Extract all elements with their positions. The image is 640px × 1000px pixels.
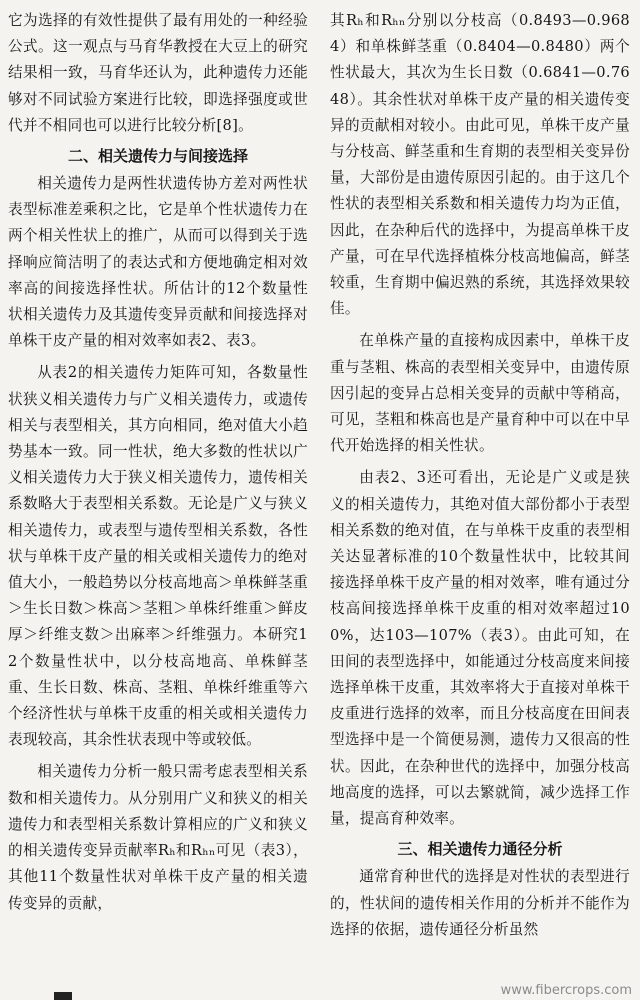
right-column	[330, 8, 630, 943]
paragraph-correlated-heritability-definition: 相关遗传力是两性状遗传协方差对两性状表型标准差乘积之比，它是单个性状遗传力在两个相关性状上的推广，从而可以得到关于选择响应简洁明了的表达式和方便地确定相对效率高的间接选择性状。所估计的12个数量性状相关遗传力及其遗传变异贡献和间接选择对单株干皮产量的相对效率如表2、表3。	[8, 175, 308, 350]
left-column	[8, 8, 308, 917]
paragraph-contribution-results: 其Rₕ和Rₕₙ分别以分枝高（0.8493—0.9684）和单株鲜茎重（0.8404—0.8480）两个性状最大，其次为生长日数（0.6841—0.7648）。其余性状对单株干皮产量的相关遗传变异的贡献相对较小。由此可见，单株干皮产量与分枝高、鲜茎重和生育期的表型相关变异份量，大部份是由遗传原因引起的。由于这几个性状的表型相关系数和相关遗传力均为正值，因此，在杂种后代的选择中，为提高单株干皮产量，可在早代选择植株分枝高地偏高，鲜茎较重，生育期中偏迟熟的系统，其选择效果较佳。	[330, 12, 630, 318]
paragraph-indirect-selection-efficiency: 由表2、3还可看出，无论是广义或是狭义的相关遗传力，其绝对值大部份都小于表型相关系数的绝对值，在与单株干皮重的表型相关达显著标准的10个数量性状中，比较其间接选择单株干皮产量的相对效率，唯有通过分枝高间接选择单株干皮重的相对效率超过100%，达103—107%（表3）。由此可知，在田间的表型选择中，如能通过分枝高度来间接选择单株干皮重，其效率将大于直接对单株干皮重进行选择的效率，而且分枝高度在田间表型选择中是一个简便易测，遗传力又很高的性状。因此，在杂种世代的选择中，加强分枝高地高度的选择，可以去繁就简，减少选择工作量，提高育种效率。	[330, 469, 630, 828]
paragraph-table2-analysis: 从表2的相关遗传力矩阵可知，各数量性状狭义相关遗传力与广义相关遗传力，或遗传相关与表型相关，其方向相同，绝对值大小趋势基本一致。同一性状，绝大多数的性状以广义相关遗传力大于狭义相关遗传力，遗传相关系数略大于表型相关系数。无论是广义与狭义相关遗传力，或表型与遗传型相关系数，各性状与单株干皮产量的相关或相关遗传力的绝对值大小，一般趋势以分枝高地高＞单株鲜茎重＞生长日数＞株高＞茎粗＞单株纤维重＞鲜皮厚＞纤维支数＞出麻率＞纤维强力。本研究12个数量性状中，以分枝高地高、单株鲜茎重、生长日数、株高、茎粗、单株纤维重等六个经济性状与单株干皮重的相关或相关遗传力表现较高，其余性状表现中等或较低。	[8, 364, 308, 749]
paragraph-contribution-rate: 相关遗传力分析一般只需考虑表型相关系数和相关遗传力。从分别用广义和狭义的相关遗传力和表型相关系数计算相应的广义和狭义的相关遗传变异贡献率Rₕ和Rₕₙ可见（表3），其他11个数量性状对单株干皮产量的相关遗传变异的贡献，	[8, 763, 308, 912]
section-heading-3: 三、相关遗传力通径分析	[397, 840, 563, 859]
paragraph-path-analysis: 通常育种世代的选择是对性状的表型进行的，性状间的遗传相关作用的分析并不能作为选择的依据，遗传通径分析虽然	[330, 868, 630, 938]
paragraph-yield-components: 在单株产量的直接构成因素中，单株干皮重与茎粗、株高的表型相关变异中，由遗传原因引起的变异占总相关变异的贡献中等稍高，可见，茎粗和株高也是产量育种中可以在中早代开始选择的相关性状。	[330, 332, 630, 455]
section-heading-2: 二、相关遗传力与间接选择	[67, 147, 248, 166]
watermark-text: www.fibercrops.com	[500, 983, 632, 998]
page-edge-mark	[54, 992, 72, 1000]
paragraph-continued: 它为选择的有效性提供了最有用处的一种经验公式。这一观点与马育华教授在大豆上的研究结果相一致，马育华还认为，此种遗传力还能够对不同试验方案进行比较，即选择强度或世代并不相同也可以进行比较分析[8]。	[8, 12, 308, 134]
